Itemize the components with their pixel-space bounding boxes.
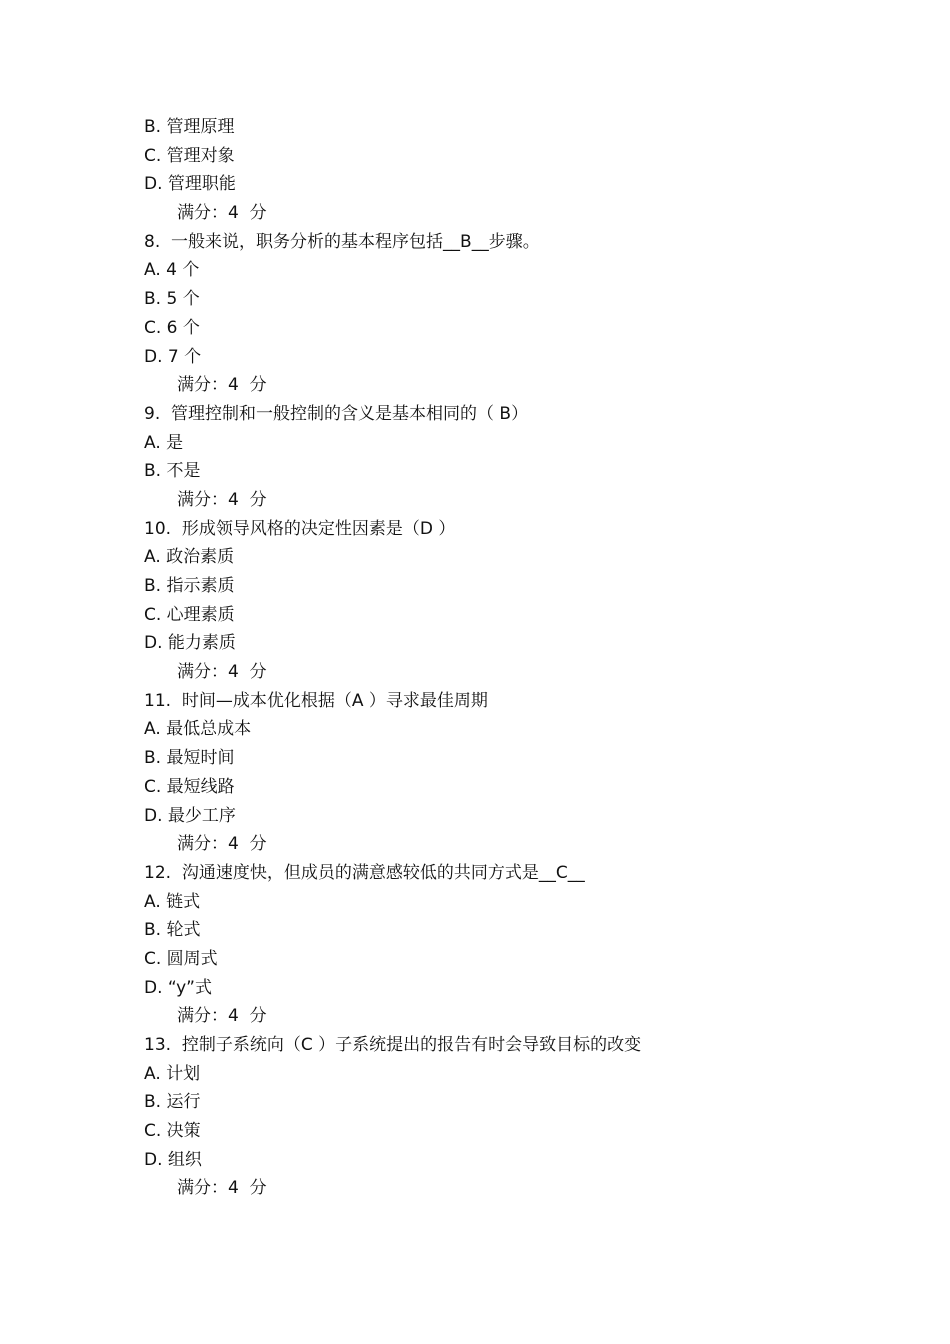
question-text: 13. 控制子系统向（C ）子系统提出的报告有时会导致目标的改变 (144, 1035, 642, 1055)
answer-option: D. 管理职能 (144, 174, 236, 195)
question-text: 8. 一般来说，职务分析的基本程序包括__B__步骤。 (144, 231, 540, 252)
answer-option: B. 5 个 (144, 289, 200, 310)
question-text: 9. 管理控制和一般控制的含义是基本相同的（ B） (144, 403, 529, 424)
answer-option: A. 4 个 (144, 260, 200, 281)
answer-option: D. 7 个 (144, 346, 202, 367)
answer-option: D. 组织 (144, 1149, 202, 1170)
answer-option: B. 管理原理 (144, 117, 235, 137)
answer-option: A. 政治素质 (144, 547, 235, 568)
score-text: 满分：4 分 (177, 203, 267, 224)
answer-option: C. 心理素质 (144, 604, 235, 625)
answer-option: B. 不是 (144, 461, 201, 482)
answer-option: B. 最短时间 (144, 748, 235, 769)
answer-option: D. “y”式 (144, 977, 212, 998)
answer-option: C. 决策 (144, 1121, 201, 1142)
answer-option: A. 最低总成本 (144, 719, 252, 740)
score-text: 满分：4 分 (177, 662, 267, 683)
answer-option: B. 轮式 (144, 920, 201, 941)
score-text: 满分：4 分 (177, 1178, 267, 1199)
score-text: 满分：4 分 (177, 375, 267, 396)
score-text: 满分：4 分 (177, 1006, 267, 1027)
score-text: 满分：4 分 (177, 834, 267, 855)
answer-option: A. 计划 (144, 1063, 201, 1084)
answer-option: C. 6 个 (144, 317, 200, 338)
document-body (144, 113, 864, 1203)
answer-option: C. 最短线路 (144, 776, 235, 797)
answer-option: A. 链式 (144, 891, 201, 912)
answer-option: C. 圆周式 (144, 948, 218, 969)
score-text: 满分：4 分 (177, 489, 267, 510)
answer-option: A. 是 (144, 432, 184, 453)
question-text: 12. 沟通速度快，但成员的满意感较低的共同方式是__C__ (144, 862, 585, 883)
answer-option: B. 运行 (144, 1092, 201, 1113)
answer-option: D. 最少工序 (144, 805, 236, 826)
question-text: 11. 时间—成本优化根据（A ）寻求最佳周期 (144, 690, 488, 711)
question-text: 10. 形成领导风格的决定性因素是（D ） (144, 518, 456, 539)
answer-option: C. 管理对象 (144, 145, 235, 166)
answer-option: D. 能力素质 (144, 633, 236, 654)
answer-option: B. 指示素质 (144, 576, 235, 596)
